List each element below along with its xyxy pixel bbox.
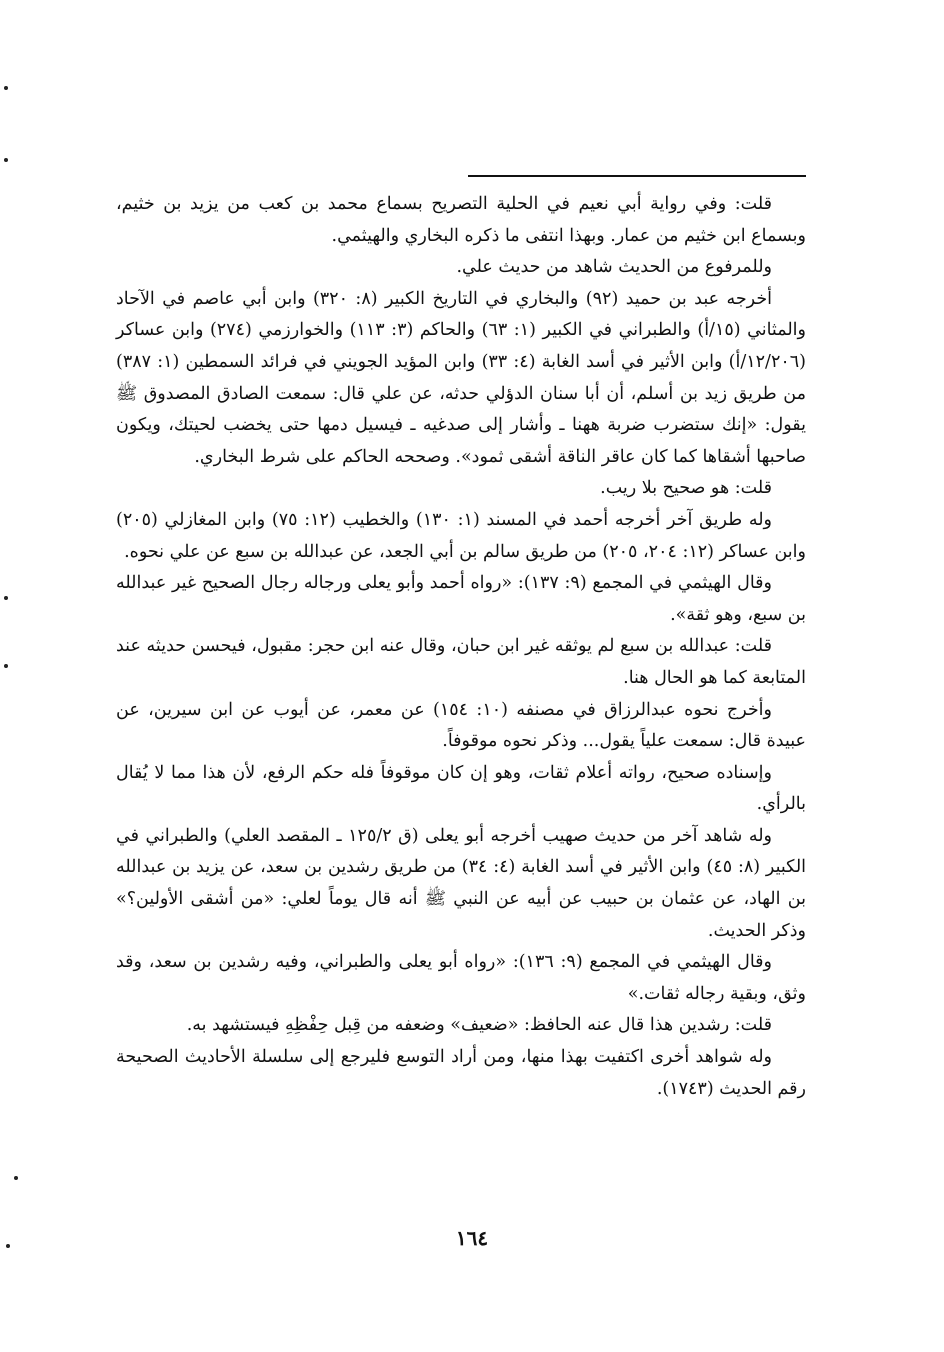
scan-speck [4, 158, 8, 162]
footnote-text [116, 189, 806, 1105]
paragraph: وللمرفوع من الحديث شاهد من حديث علي. [456, 257, 772, 278]
paragraph: وقال الهيثمي في المجمع (٩: ١٣٦): «رواه أبو يعلى والطبراني، وفيه رشدين بن سعد، وقد وثق، وبقية رجاله ثقات.» [116, 952, 806, 1004]
footnote-separator-rule [468, 175, 806, 177]
scan-speck [4, 664, 8, 668]
paragraph: وقال الهيثمي في المجمع (٩: ١٣٧): «رواه أحمد وأبو يعلى ورجاله رجال الصحيح غير عبدالله بن سبع، وهو ثقة». [116, 573, 806, 625]
scan-speck [4, 596, 8, 600]
paragraph: قلت: وفي رواية أبي نعيم في الحلية التصريح بسماع محمد بن كعب من يزيد بن خثيم، وبسماع ابن خثيم من عمار. وبهذا انتفى ما ذكره البخاري والهيثمي. [116, 194, 806, 246]
paragraph: وله شواهد أخرى اكتفيت بهذا منها، ومن أراد التوسع فليرجع إلى سلسلة الأحاديث الصحيحة رقم الحديث (١٧٤٣). [116, 1047, 806, 1099]
paragraph: قلت: عبدالله بن سبع لم يوثقه غير ابن حبان، وقال عنه ابن حجر: مقبول، فيحسن حديثه عند المتابعة كما هو الحال هنا. [116, 636, 806, 688]
paragraph: وله طريق آخر أخرجه أحمد في المسند (١: ١٣٠) والخطيب (١٢: ٧٥) وابن المغازلي (٢٠٥) وابن عساكر (١٢: ٢٠٤، ٢٠٥) من طريق سالم بن أبي الجعد، عن عبدالله بن سبع عن علي نحوه. [116, 509, 806, 562]
scan-speck [4, 86, 8, 90]
paragraph: أخرجه عبد بن حميد (٩٢) والبخاري في التاريخ الكبير (٨: ٣٢٠) وابن أبي عاصم في الآحاد والمثاني (١٥/أ) والطبراني في الكبير (١: ٦٣) والحاكم (٣: ١١٣) والخوارزمي (٢٧٤) وابن عساكر (١٢/٢٠٦/أ) وابن الأثير في أسد الغابة (٤: ٣٣) وابن المؤيد الجويني في فرائد السمطين (١: ٣٨٧) من طريق زيد بن أسلم، أن أبا سنان الدؤلي حدثه، عن علي قال: سمعت الصادق المصدوق ﷺ يقول: «إنك ستضرب ضربة ههنا ـ وأشار إلى صدغيه ـ فيسيل دمها حتى يخضب لحيتك، ويكون صاحبها أشقاها كما كان عاقر الناقة أشقى ثمود». وصححه الحاكم على شرط البخاري. [116, 288, 806, 467]
page-number: ١٦٤ [455, 1226, 489, 1250]
paragraph: قلت: رشدين هذا قال عنه الحافظ: «ضعيف» وضعفه من قِبل حِفْظِهِ فيستشهد به. [186, 1015, 772, 1036]
paragraph: وأخرج نحوه عبدالرزاق في مصنفه (١٠: ١٥٤) عن معمر، عن أيوب عن ابن سيرين، عن عبيدة قال: سمعت علياً يقول... وذكر نحوه موقوفاً. [116, 699, 806, 752]
paragraph: وله شاهد آخر من حديث صهيب أخرجه أبو يعلى (ق ١٢٥/٢ ـ المقصد العلي) والطبراني في الكبير (٨: ٤٥) وابن الأثير في أسد الغابة (٤: ٣٤) من طريق رشدين بن سعد، عن يزيد بن عبدالله بن الهاد، عن عثمان بن حبيب عن أبيه عن النبي ﷺ أنه قال يوماً لعلي: «من أشقى الأولين؟» وذكر الحديث. [116, 825, 807, 941]
paragraph: وإسناده صحيح، رواته أعلام ثقات، وهو إن كان موقوفاً فله حكم الرفع، لأن هذا مما لا يُقال بالرأي. [116, 762, 806, 815]
scan-speck [14, 1176, 18, 1180]
paragraph: قلت: هو صحيح بلا ريب. [600, 478, 772, 499]
